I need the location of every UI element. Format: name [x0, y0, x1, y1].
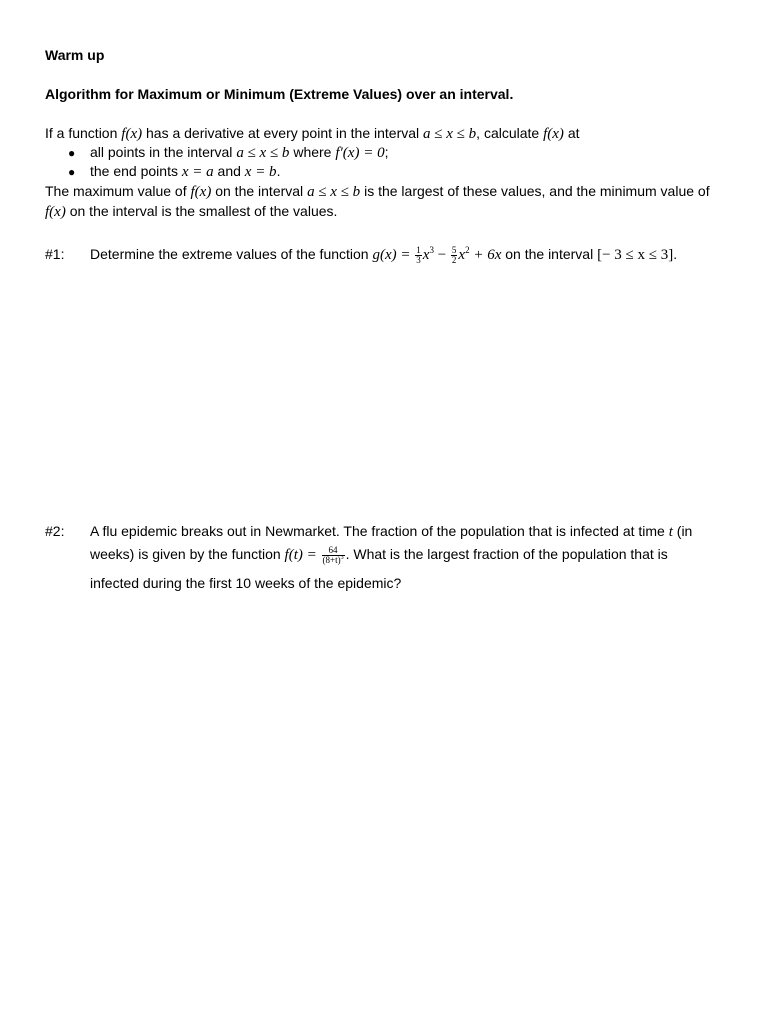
- bullet-2-endpoint-b: x = b: [244, 164, 277, 180]
- q2-fraction-denominator: [322, 556, 345, 565]
- conclusion-1-interval: a ≤ x ≤ b: [307, 184, 361, 200]
- bullet-2-marker: ●: [68, 165, 76, 179]
- conclusion-1-part-1: The maximum value of: [45, 183, 191, 199]
- q2-fraction-denominator-power: 3: [340, 554, 344, 561]
- bullet-2-text: [90, 162, 280, 181]
- intro-text-2: has a derivative at every point in the interval: [142, 125, 424, 141]
- q1-fraction-1-denominator: 3: [416, 254, 421, 265]
- q2-fraction-numerator: 64: [322, 546, 345, 556]
- conclusion-line-1: [45, 182, 710, 201]
- bullet-1-marker: ●: [68, 146, 76, 160]
- question-2-line-1: [90, 522, 692, 541]
- q1-fraction-2: [451, 246, 458, 265]
- q1-power-2: 2: [465, 245, 470, 255]
- q2-line-2-part-2: . What is the largest fraction of the population that is: [345, 546, 668, 562]
- q1-function-g: g(x) =: [372, 247, 415, 263]
- q1-x-2: x: [458, 247, 466, 263]
- intro-text-1: If a function: [45, 125, 122, 141]
- intro-fx: f(x): [121, 126, 143, 142]
- q1-fraction-2-denominator: 2: [451, 254, 457, 265]
- warmup-title: Warm up: [45, 47, 105, 63]
- q2-variable-t: t: [668, 524, 673, 540]
- q2-line-2-part-1: weeks) is given by the function: [90, 546, 285, 562]
- q1-part-3: .: [673, 246, 678, 262]
- conclusion-2-text: on the interval is the smallest of the values.: [65, 203, 338, 219]
- q2-fraction: [322, 546, 345, 565]
- bullet-1-interval: a ≤ x ≤ b: [236, 145, 290, 161]
- q1-power-1: 3: [429, 245, 434, 255]
- q2-function-f: f(t) =: [284, 547, 321, 563]
- bullet-2-part-2: and: [213, 163, 245, 179]
- conclusion-1-part-2: on the interval: [211, 183, 308, 199]
- question-2-line-2: [90, 545, 668, 565]
- algorithm-heading: Algorithm for Maximum or Minimum (Extreme Values) over an interval.: [45, 86, 514, 102]
- q1-part-1: Determine the extreme values of the function: [90, 246, 373, 262]
- bullet-2-part-3: .: [276, 163, 281, 179]
- q2-line-1-part-1: A flu epidemic breaks out in Newmarket. The fraction of the population that is infected at time: [90, 523, 669, 539]
- intro-interval: a ≤ x ≤ b: [423, 126, 477, 142]
- bullet-1-text: [90, 143, 388, 162]
- q1-fraction-2-numerator: 5: [451, 244, 457, 255]
- intro-fx-2: f(x): [543, 126, 564, 142]
- conclusion-1-fx: f(x): [190, 184, 212, 200]
- q1-part-2: on the interval: [501, 246, 598, 262]
- conclusion-2-fx: f(x): [45, 204, 66, 220]
- bullet-1-condition: f′(x) = 0: [335, 145, 385, 161]
- question-2-number: #2:: [45, 523, 65, 539]
- bullet-1-part-1: all points in the interval: [90, 144, 237, 160]
- q2-fraction-denominator-base: (8+t): [322, 554, 341, 565]
- q1-fraction-1: [415, 246, 422, 265]
- q1-interval: [− 3 ≤ x ≤ 3]: [597, 247, 674, 263]
- q1-x-1: x: [422, 247, 430, 263]
- intro-text-3: , calculate: [476, 125, 544, 141]
- question-1-number: #1:: [45, 246, 65, 262]
- q1-plus-term: + 6x: [469, 247, 502, 263]
- bullet-1-part-3: ;: [384, 144, 389, 160]
- bullet-1-part-2: where: [289, 144, 336, 160]
- algorithm-intro: [45, 124, 580, 143]
- conclusion-1-part-3: is the largest of these values, and the minimum value of: [360, 183, 710, 199]
- question-1-text: [90, 245, 677, 265]
- bullet-2-part-1: the end points: [90, 163, 182, 179]
- conclusion-line-2: [45, 202, 337, 221]
- q1-minus: −: [433, 247, 450, 263]
- bullet-2-endpoint-a: x = a: [181, 164, 214, 180]
- q2-line-1-part-2: (in: [672, 523, 693, 539]
- question-2-line-3: infected during the first 10 weeks of the epidemic?: [90, 575, 402, 591]
- intro-text-4: at: [563, 125, 580, 141]
- q1-fraction-1-numerator: 1: [416, 244, 421, 255]
